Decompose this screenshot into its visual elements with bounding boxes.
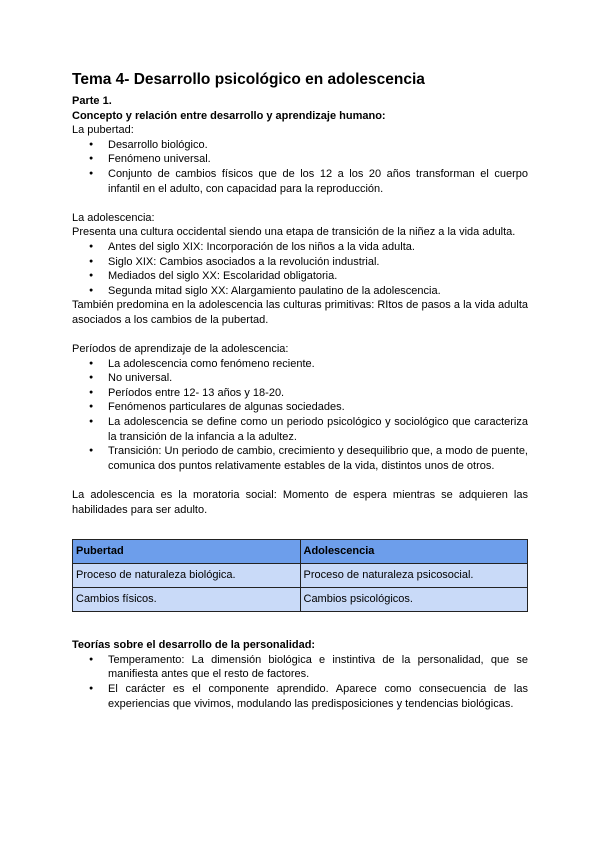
pubertad-label: La pubertad: [72, 124, 134, 137]
list-item: ● Siglo XIX: Cambios asociados a la revolución industrial. [108, 255, 528, 270]
list-item: ● Fenómeno universal. [108, 152, 528, 167]
list-item: ● La adolescencia como fenómeno reciente. [108, 357, 528, 372]
document-title: Tema 4- Desarrollo psicológico en adolescencia [72, 71, 425, 88]
table-cell: Cambios psicológicos. [300, 588, 528, 612]
table-header-row [73, 540, 528, 564]
section-heading: Concepto y relación entre desarrollo y aprendizaje humano: [72, 109, 386, 122]
list-item: ● El carácter es el componente aprendido. Aparece como consecuencia de las experiencias que vivimos, modulando las predisposiciones y tendencias biológicas. [108, 682, 528, 711]
periodos-list [72, 357, 528, 474]
teorias-heading: Teorías sobre el desarrollo de la personalidad: [72, 639, 316, 652]
table-row [73, 564, 528, 588]
table-header-cell: Pubertad [73, 540, 301, 564]
list-item: ● Mediados del siglo XX: Escolaridad obligatoria. [108, 269, 528, 284]
table-cell: Proceso de naturaleza psicosocial. [300, 564, 528, 588]
moratoria-paragraph: La adolescencia es la moratoria social: Momento de espera mientras se adquieren las habilidades para ser adulto. [72, 489, 528, 516]
list-item: ● Antes del siglo XIX: Incorporación de los niños a la vida adulta. [108, 240, 528, 255]
comparison-table [72, 539, 528, 612]
periodos-label: Períodos de aprendizaje de la adolescencia: [72, 343, 289, 356]
table-cell: Proceso de naturaleza biológica. [73, 564, 301, 588]
teorias-list [72, 653, 528, 711]
list-item: ● Temperamento: La dimensión biológica e instintiva de la personalidad, que se manifiesta antes que el resto de factores. [108, 653, 528, 682]
document-page [72, 70, 528, 711]
adolescencia-label: La adolescencia: [72, 211, 155, 224]
table-header-cell: Adolescencia [300, 540, 528, 564]
list-item: ● No universal. [108, 371, 528, 386]
list-item: ● Conjunto de cambios físicos que de los 12 a los 20 años transforman el cuerpo infantil en el adulto, con capacidad para la reproducción. [108, 167, 528, 196]
adolescencia-intro: Presenta una cultura occidental siendo una etapa de transición de la niñez a la vida adulta. [72, 226, 516, 239]
part-heading: Parte 1. [72, 95, 112, 107]
pubertad-list [72, 138, 528, 196]
adolescencia-list [72, 240, 528, 298]
adolescencia-outro: También predomina en la adolescencia las culturas primitivas: RItos de pasos a la vida adulta asociados a los cambios de la pubertad. [72, 299, 528, 326]
list-item: ● Períodos entre 12- 13 años y 18-20. [108, 386, 528, 401]
table-row [73, 588, 528, 612]
list-item: ● Desarrollo biológico. [108, 138, 528, 153]
list-item: ● Transición: Un periodo de cambio, crecimiento y desequilibrio que, a modo de puente, comunica dos puntos relativamente estables de la vida, distintos unos de otros. [108, 444, 528, 473]
table-cell: Cambios físicos. [73, 588, 301, 612]
list-item: ● Segunda mitad siglo XX: Alargamiento paulatino de la adolescencia. [108, 284, 528, 299]
list-item: ● Fenómenos particulares de algunas sociedades. [108, 400, 528, 415]
list-item: ● La adolescencia se define como un periodo psicológico y sociológico que caracteriza la transición de la infancia a la adultez. [108, 415, 528, 444]
